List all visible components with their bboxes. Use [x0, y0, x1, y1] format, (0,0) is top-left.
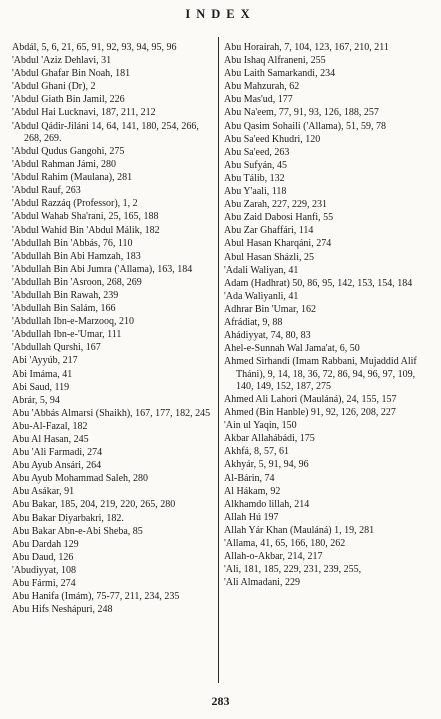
index-entry: Akbar Allahábádi, 175: [224, 433, 315, 445]
index-entry: 'Abdul Qudus Gangohi, 275: [12, 145, 125, 157]
index-entry: 'Abdullah Qurshi, 167: [12, 342, 101, 354]
index-entry: Abu Daud, 126: [12, 551, 74, 563]
index-entry: 'Abdul Qádir-Jiláni 14, 64, 141, 180, 254, 266, 268, 269.: [12, 120, 199, 144]
index-entry: Allah-o-Akbar, 214, 217: [224, 551, 323, 563]
index-entry: Abu Ayub Mohammad Saleh, 280: [12, 473, 149, 485]
index-entry: 'Abdul Wahab Sha'rani, 25, 165, 188: [12, 211, 159, 223]
index-entry: Abu Na'eem, 77, 91, 93, 126, 188, 257: [224, 107, 379, 119]
index-entry: 'Abdul Giath Bin Jamil, 226: [12, 94, 125, 106]
index-column-left: [12, 42, 212, 617]
index-entry: Abu Dardah 129: [12, 538, 79, 550]
index-entry: 'Ali Almadani, 229: [224, 577, 300, 589]
index-entry: Abu Al Hasan, 245: [12, 434, 89, 446]
index-entry: 'Abdullah Ibn-e-'Umar, 111: [12, 329, 122, 341]
index-entry: Abu Qasim Sohaili ('Allama), 51, 59, 78: [224, 120, 387, 132]
index-entry: Alkhamdo lillah, 214: [224, 498, 310, 510]
index-entry: 'Abdul Razzáq (Professor), 1, 2: [12, 198, 138, 210]
index-entry: Ahmed Sirhandi (Imam Rabbani, Mujaddid Alif Tháni), 9, 14, 18, 36, 72, 86, 94, 96, 97, 109, 140, 149, 152, 187, 275: [224, 356, 417, 392]
index-entry: Abu 'Abbás Almarsi (Shaikh), 167, 177, 182, 245: [12, 407, 211, 419]
index-entry: Allah Yár Khan (Mauláná) 1, 19, 281: [224, 524, 375, 536]
index-entry: Abul Hasan Sházli, 25: [224, 251, 314, 263]
page-title: INDEX: [185, 7, 256, 21]
index-entry: Abu Tálib, 132: [224, 172, 285, 184]
index-entry: 'Abdul Ghafar Bin Noah, 181: [12, 68, 131, 80]
index-entry: 'Abdul Wahid Bin 'Abdul Málik, 182: [12, 224, 160, 236]
index-entry: 'Abdul Ghani (Dr), 2: [12, 81, 96, 93]
index-entry: Abu Asákar, 91: [12, 486, 75, 498]
index-entry: Abrár, 5, 94: [12, 394, 60, 406]
index-entry: Akhfá, 8, 57, 61: [224, 446, 289, 458]
page-number: 283: [211, 694, 230, 708]
index-entry: Al-Bárin, 74: [224, 472, 275, 484]
index-entry: Adam (Hadhrat) 50, 86, 95, 142, 153, 154, 184: [224, 277, 413, 289]
index-entry: Abu Sufyán, 45: [224, 159, 288, 171]
index-entry: 'Adali Waliyan, 41: [224, 264, 299, 276]
index-entry: 'Abdullah Bin Abi Hamzah, 183: [12, 250, 141, 262]
column-divider: [218, 37, 219, 683]
index-entry: Abu 'Ali Farmadi, 274: [12, 447, 103, 459]
index-entry: Abi 'Ayyúb, 217: [12, 355, 78, 367]
index-entry: Abu Ishaq Alfraneni, 255: [224, 55, 326, 67]
index-entry: Ahel-e-Sunnah Wal Jama'at, 6, 50: [224, 343, 360, 355]
index-entry: Abu Hifs Neshápuri, 248: [12, 604, 113, 616]
index-entry: 'Ali, 181, 185, 229, 231, 239, 255,: [224, 564, 362, 576]
index-entry: 'Abdul Rahim (Maulana), 281: [12, 172, 133, 184]
index-entry: 'Abudiyyat, 108: [12, 564, 77, 576]
index-entry: 'Abdul 'Aziz Dehlavi, 31: [12, 55, 112, 67]
index-entry: Abu Zar Ghaffári, 114: [224, 225, 314, 237]
index-entry: Abu Sa'eed, 263: [224, 146, 290, 158]
index-entry: Abi Saud, 119: [12, 381, 70, 393]
index-entry: Ahmed Ali Lahori (Mauláná), 24, 155, 157: [224, 393, 397, 405]
index-entry: Abul Hasan Kharqáni, 274: [224, 238, 332, 250]
index-entry: 'Abdullah Bin Salám, 166: [12, 303, 116, 315]
index-entry: Allah Hú 197: [224, 511, 279, 523]
index-entry: Abu Mahzurah, 62: [224, 81, 300, 93]
index-entry: Abu Bakar Abn-e-Abi Sheba, 85: [12, 525, 143, 537]
index-entry: Al Hákam, 92: [224, 485, 281, 497]
index-entry: 'Abdullah Bin Rawah, 239: [12, 289, 119, 301]
index-entry: Abu-Al-Fazal, 182: [12, 420, 88, 432]
index-entry: Afrádiat, 9, 88: [224, 316, 283, 328]
index-entry: 'Ada Waliyanli, 41: [224, 290, 299, 302]
index-entry: 'Abdullah Bin 'Abbás, 76, 110: [12, 237, 133, 249]
index-entry: Ahmed (Bin Hanble) 91, 92, 126, 208, 227: [224, 407, 396, 419]
index-entry: Abu Ayub Ansári, 264: [12, 460, 102, 472]
index-entry: Abi Imáma, 41: [12, 368, 73, 380]
index-entry: 'Allama, 41, 65, 166, 180, 262: [224, 537, 346, 549]
index-entry: Adhrar Bin 'Umar, 162: [224, 303, 316, 315]
index-entry: Abu Fármi, 274: [12, 578, 76, 590]
index-entry: Abu Sa'eed Khudri, 120: [224, 133, 321, 145]
index-entry: Abu Laith Samarkandi, 234: [224, 68, 336, 80]
index-entry: 'Abdullah Ibn-e-Marzooq, 210: [12, 316, 135, 328]
index-entry: Abdál, 5, 6, 21, 65, 91, 92, 93, 94, 95, 96: [12, 42, 177, 53]
index-entry: 'Ain ul Yaqin, 150: [224, 420, 297, 432]
index-entry: Abu Mas'ud, 177: [224, 94, 293, 106]
index-entry: Abu Zarah, 227, 229, 231: [224, 199, 328, 211]
index-entry: 'Abdul Hai Lucknavi, 187, 211, 212: [12, 107, 156, 119]
index-entry: 'Abdullah Bin 'Asroon, 268, 269: [12, 276, 142, 288]
index-entry: Akhyár, 5, 91, 94, 96: [224, 459, 309, 471]
index-entry: Ahádiyyat, 74, 80, 83: [224, 330, 311, 342]
index-entry: Abu Y'aali, 118: [224, 186, 287, 198]
index-entry: Abu Horairah, 7, 104, 123, 167, 210, 211: [224, 42, 389, 53]
index-entry: 'Abdullah Bin Abi Jumra ('Allama), 163, 184: [12, 263, 193, 275]
index-entry: Abu Hanifa (Imám), 75-77, 211, 234, 235: [12, 591, 180, 603]
index-entry: Abu Bakar, 185, 204, 219, 220, 265, 280: [12, 499, 176, 511]
index-entry: Abu Bakar Diyarbakri, 182.: [12, 512, 124, 524]
index-column-right: [224, 42, 430, 590]
index-entry: 'Abdul Rauf, 263: [12, 185, 81, 197]
index-entry: 'Abdul Rahman Jámi, 280: [12, 159, 117, 171]
index-entry: Abu Zaid Dabosi Hanfi, 55: [224, 212, 334, 224]
